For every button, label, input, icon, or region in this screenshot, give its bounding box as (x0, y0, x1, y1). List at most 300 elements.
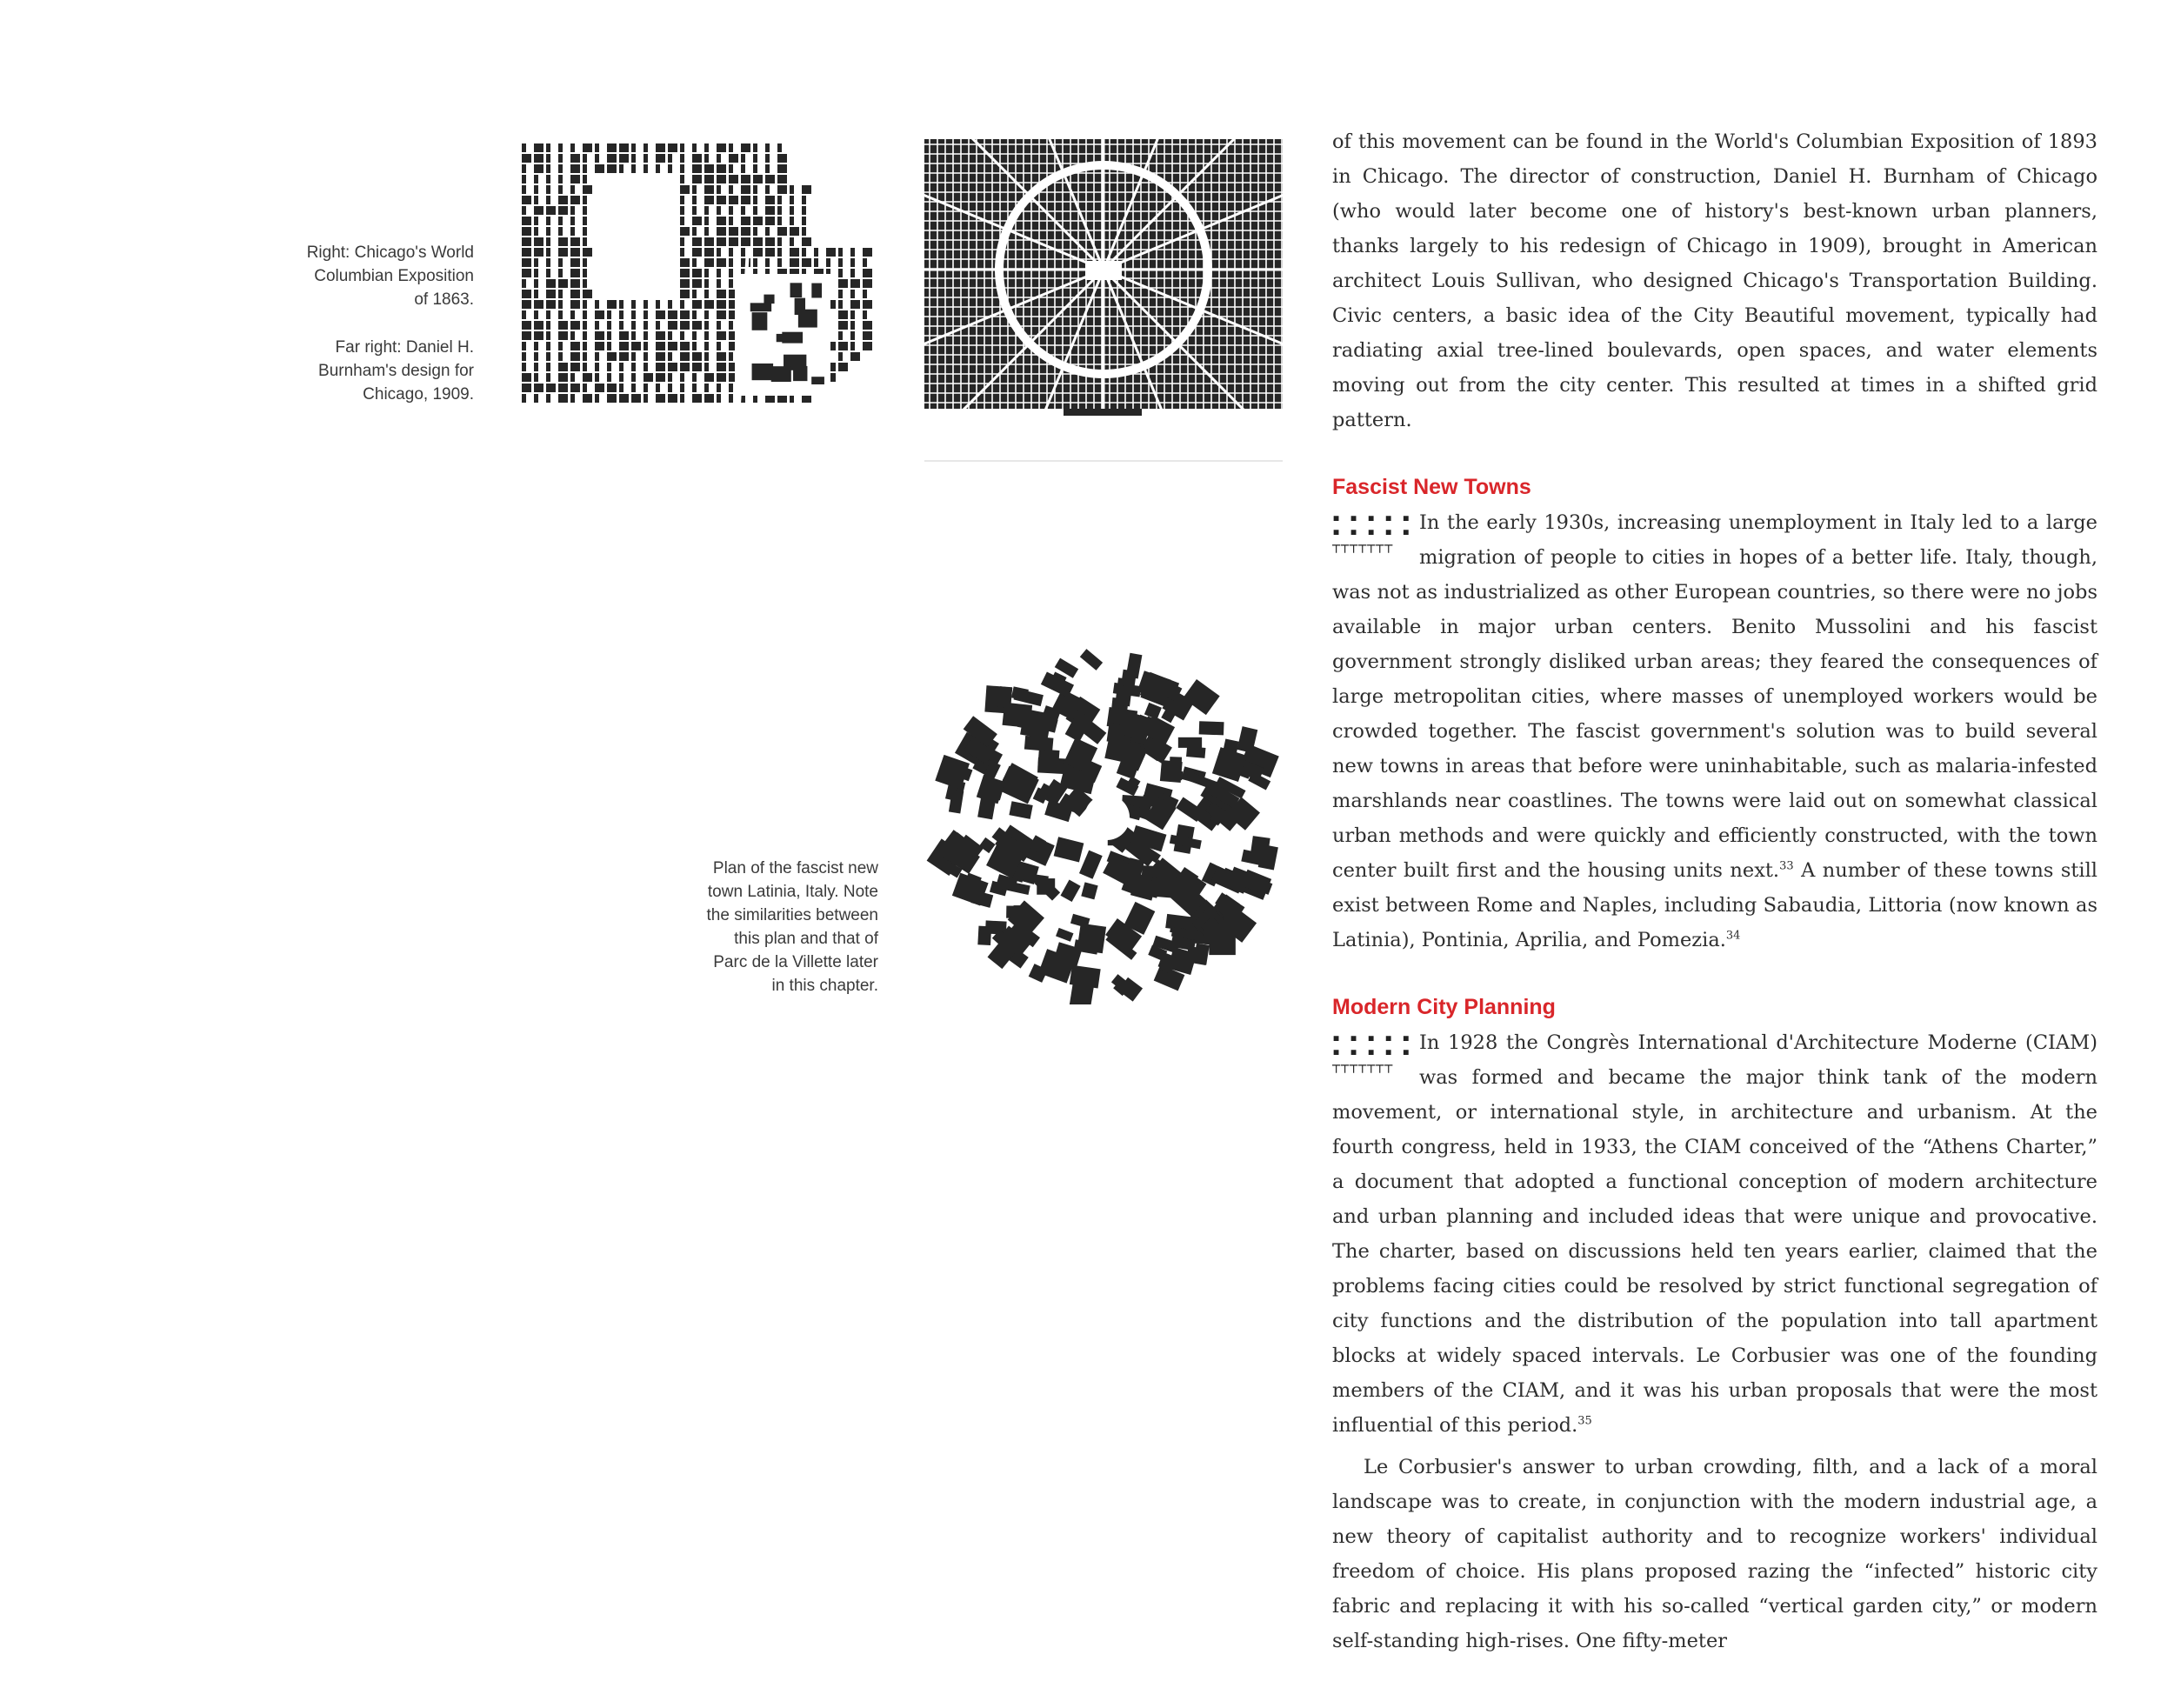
exposition-block (607, 154, 617, 163)
exposition-block (729, 217, 733, 225)
exposition-block (765, 185, 770, 194)
exposition-block (570, 227, 575, 236)
exposition-block (583, 227, 587, 236)
exposition-block (583, 310, 587, 319)
exposition-block (704, 237, 714, 246)
exposition-block (692, 237, 702, 246)
exposition-block (558, 206, 568, 215)
exposition-block (558, 164, 563, 173)
exposition-block (534, 175, 538, 183)
exposition-block (546, 164, 550, 173)
exposition-block (668, 300, 672, 309)
exposition-block (790, 237, 794, 246)
town-plan-ornament-icon: ▪ ▪ ▪ ▪ ▪ ▪ ▪ ▪ ▪ ▪ ┬┬┬┬┬┬┬ (1332, 1031, 1411, 1073)
exposition-block (717, 394, 721, 403)
exposition-block (558, 331, 568, 340)
exposition-block (692, 384, 697, 392)
exposition-block (644, 352, 648, 361)
exposition-block (595, 373, 599, 382)
exposition-block (644, 321, 648, 330)
exposition-block (765, 175, 775, 183)
exposition-block (765, 237, 775, 246)
exposition-block (570, 363, 580, 371)
fascist-text-b: A number of these towns still exist between Rome and Naples, including Sabaudia, Littoria (now known as Latinia), Pontinia, Aprilia, and Pomezia. (1332, 859, 2097, 951)
exposition-block (522, 363, 526, 371)
exposition-block (656, 300, 660, 309)
exposition-block (704, 342, 709, 350)
exposition-block (656, 394, 665, 403)
exposition-block (692, 206, 697, 215)
exposition-block (668, 143, 677, 152)
exposition-block (668, 352, 672, 361)
exposition-block (717, 269, 721, 277)
exposition-block (692, 196, 697, 204)
exposition-block (534, 300, 544, 309)
exposition-block (607, 384, 617, 392)
exposition-block (607, 342, 611, 350)
exposition-block (692, 175, 702, 183)
exposition-block (595, 310, 604, 319)
exposition-block (741, 185, 750, 194)
exposition-building (811, 284, 822, 298)
exposition-block (583, 384, 587, 392)
exposition-block (570, 342, 580, 350)
exposition-block (741, 206, 745, 215)
exposition-block (607, 373, 611, 382)
exposition-block (570, 373, 575, 382)
exposition-block (619, 154, 629, 163)
exposition-block (631, 394, 641, 403)
exposition-block (546, 237, 550, 246)
exposition-block (753, 154, 757, 163)
exposition-block (619, 164, 624, 173)
exposition-block (558, 300, 563, 309)
exposition-block (680, 185, 690, 194)
exposition-block (729, 394, 733, 403)
exposition-block (680, 175, 684, 183)
exposition-block (522, 227, 531, 236)
exposition-block (680, 154, 684, 163)
caption-latinia-text: Plan of the fascist new town Latinia, Italy. Note the similarities between this plan and that of Parc de la Villette later in this chapter. (706, 859, 878, 995)
exposition-block (570, 300, 580, 309)
exposition-block (729, 269, 733, 277)
exposition-block (546, 310, 550, 319)
exposition-block (558, 363, 568, 371)
exposition-block (583, 164, 587, 173)
exposition-block (668, 310, 677, 319)
exposition-block (583, 352, 587, 361)
exposition-block (741, 196, 750, 204)
latinia-block (1020, 712, 1051, 739)
exposition-block (546, 185, 550, 194)
exposition-block (570, 237, 580, 246)
latinia-block (1013, 688, 1043, 706)
exposition-block (522, 310, 526, 319)
exposition-block (631, 154, 636, 163)
exposition-block (765, 258, 770, 267)
exposition-block (717, 300, 726, 309)
exposition-block (631, 331, 636, 340)
exposition-block (583, 185, 592, 194)
exposition-block (619, 300, 624, 309)
exposition-block (704, 258, 714, 267)
exposition-block (522, 154, 531, 163)
exposition-block (777, 185, 787, 194)
exposition-block (838, 269, 843, 277)
exposition-block (680, 352, 690, 361)
exposition-block (692, 217, 702, 225)
exposition-block (863, 248, 872, 257)
fascist-paragraph (1332, 505, 2097, 957)
exposition-block (546, 227, 550, 236)
exposition-block (692, 352, 702, 361)
exposition-block (607, 363, 611, 371)
exposition-block (583, 175, 587, 183)
exposition-block (717, 185, 721, 194)
exposition-block (741, 237, 750, 246)
exposition-block (680, 217, 684, 225)
exposition-block (644, 300, 648, 309)
exposition-block (741, 217, 750, 225)
exposition-building (752, 312, 768, 330)
exposition-block (765, 196, 775, 204)
exposition-block (595, 164, 604, 173)
exposition-block (668, 154, 672, 163)
exposition-block (607, 321, 611, 330)
exposition-block (583, 279, 587, 288)
latinia-block (1037, 878, 1055, 895)
exposition-block (680, 164, 684, 173)
exposition-block (534, 321, 544, 330)
exposition-block (777, 175, 787, 183)
exposition-block (680, 196, 684, 204)
exposition-block (522, 237, 531, 246)
exposition-block (790, 258, 799, 267)
exposition-block (826, 248, 836, 257)
exposition-block (583, 300, 587, 309)
exposition-block (656, 154, 665, 163)
exposition-block (534, 237, 544, 246)
exposition-block (619, 363, 624, 371)
exposition-building (782, 332, 803, 344)
exposition-block (838, 352, 843, 361)
exposition-block (850, 269, 855, 277)
exposition-block (850, 342, 855, 350)
exposition-block (595, 321, 599, 330)
exposition-block (558, 321, 568, 330)
expo-plan-drawing (522, 143, 887, 413)
exposition-block (753, 227, 757, 236)
caption-chicago-expo: Right: Chicago's World Columbian Exposition of 1863. (306, 244, 474, 309)
exposition-block (534, 269, 538, 277)
exposition-block (570, 258, 580, 267)
exposition-block (644, 394, 648, 403)
exposition-block (741, 154, 745, 163)
exposition-block (644, 373, 653, 382)
exposition-block (595, 352, 599, 361)
exposition-block (656, 363, 665, 371)
exposition-block (863, 290, 867, 298)
exposition-block (741, 227, 750, 236)
exposition-block (753, 175, 763, 183)
exposition-block (717, 143, 726, 152)
exposition-block (729, 352, 733, 361)
exposition-block (692, 363, 702, 371)
exposition-block (534, 384, 544, 392)
harbor-pier (1064, 409, 1142, 416)
exposition-block (729, 185, 733, 194)
exposition-block (692, 258, 697, 267)
exposition-block (583, 258, 587, 267)
exposition-block (522, 269, 531, 277)
exposition-block (656, 352, 665, 361)
exposition-block (704, 290, 709, 298)
exposition-block (546, 217, 550, 225)
exposition-block (644, 143, 648, 152)
exposition-block (692, 310, 697, 319)
exposition-block (522, 248, 531, 257)
exposition-block (570, 352, 580, 361)
exposition-block (668, 164, 672, 173)
exposition-block (595, 384, 604, 392)
exposition-block (680, 258, 690, 267)
exposition-block (668, 342, 677, 350)
exposition-block (546, 300, 556, 309)
exposition-block (863, 258, 867, 267)
exposition-block (680, 300, 684, 309)
exposition-block (704, 164, 714, 173)
exposition-block (546, 248, 550, 257)
latinia-block (1250, 836, 1270, 861)
exposition-block (863, 310, 867, 319)
exposition-block (838, 300, 843, 309)
exposition-building (771, 366, 791, 382)
exposition-block (631, 363, 636, 371)
exposition-block (570, 175, 580, 183)
latinia-block (1170, 757, 1182, 767)
exposition-block (802, 237, 811, 246)
exposition-block (631, 342, 641, 350)
footnote-34: 34 (1725, 929, 1741, 943)
exposition-block (717, 279, 721, 288)
exposition-block (717, 373, 726, 382)
exposition-block (546, 258, 550, 267)
exposition-block (692, 279, 702, 288)
exposition-block (704, 279, 709, 288)
exposition-block (558, 237, 568, 246)
exposition-block (814, 248, 818, 257)
exposition-block (546, 154, 550, 163)
exposition-block (838, 310, 848, 319)
exposition-block (777, 217, 782, 225)
exposition-block (558, 279, 568, 288)
exposition-block (741, 175, 750, 183)
exposition-block (729, 279, 733, 288)
exposition-block (704, 373, 714, 382)
exposition-block (534, 258, 538, 267)
exposition-block (826, 258, 830, 267)
exposition-block (850, 300, 860, 309)
exposition-block (790, 248, 799, 257)
exposition-block (729, 248, 733, 257)
exposition-block (692, 290, 697, 298)
exposition-block (644, 384, 648, 392)
exposition-block (534, 310, 538, 319)
exposition-block (631, 373, 636, 382)
exposition-block (583, 154, 587, 163)
exposition-block (777, 258, 782, 267)
exposition-block (522, 175, 526, 183)
exposition-block (522, 258, 531, 267)
exposition-block (534, 217, 538, 225)
exposition-block (534, 363, 538, 371)
exposition-block (546, 331, 550, 340)
exposition-block (656, 164, 660, 173)
exposition-block (729, 384, 733, 392)
exposition-block (692, 331, 697, 340)
latinia-block (1079, 851, 1103, 879)
exposition-block (777, 248, 782, 257)
latinia-block (1054, 837, 1084, 862)
exposition-block (741, 143, 750, 152)
exposition-block (522, 373, 531, 382)
exposition-block (534, 185, 538, 194)
exposition-block (717, 217, 726, 225)
exposition-block (583, 269, 587, 277)
exposition-block (753, 258, 757, 267)
exposition-block (583, 373, 592, 382)
exposition-block (717, 154, 721, 163)
exposition-block (704, 269, 709, 277)
exposition-building (795, 298, 805, 315)
exposition-block (692, 164, 702, 173)
exposition-block (704, 175, 714, 183)
exposition-block (546, 290, 556, 298)
exposition-block (717, 237, 726, 246)
exposition-block (729, 321, 733, 330)
exposition-block (522, 143, 526, 152)
exposition-block (522, 384, 531, 392)
exposition-block (729, 258, 733, 267)
exposition-block (863, 279, 872, 288)
exposition-block (802, 217, 806, 225)
exposition-block (558, 342, 563, 350)
exposition-block (583, 206, 587, 215)
exposition-block (619, 373, 624, 382)
exposition-block (863, 342, 872, 350)
exposition-block (777, 196, 782, 204)
exposition-block (692, 394, 702, 403)
exposition-block (558, 352, 563, 361)
exposition-block (534, 331, 544, 340)
exposition-block (850, 352, 860, 361)
latinia-block (1193, 944, 1209, 965)
exposition-block (850, 321, 855, 330)
exposition-block (570, 185, 575, 194)
exposition-block (558, 227, 563, 236)
exposition-block (570, 248, 580, 257)
exposition-block (753, 237, 763, 246)
exposition-block (729, 164, 733, 173)
exposition-block (583, 363, 587, 371)
exposition-block (534, 164, 544, 173)
exposition-block (717, 384, 721, 392)
exposition-block (704, 227, 709, 236)
exposition-block (607, 164, 617, 173)
exposition-block (753, 206, 757, 215)
exposition-block (595, 300, 599, 309)
latinia-block (997, 686, 1012, 708)
exposition-block (522, 394, 526, 403)
exposition-block (692, 248, 702, 257)
exposition-block (534, 143, 544, 152)
exposition-block (717, 206, 721, 215)
exposition-block (692, 227, 697, 236)
latinia-block (1199, 721, 1224, 735)
exposition-block (704, 394, 714, 403)
footnote-35: 35 (1577, 1414, 1592, 1428)
exposition-block (741, 248, 745, 257)
exposition-block (631, 352, 636, 361)
exposition-block (534, 227, 538, 236)
exposition-block (850, 258, 855, 267)
exposition-block (680, 363, 690, 371)
exposition-block (765, 206, 775, 215)
fascist-text-a: In the early 1930s, increasing unemployment in Italy led to a large migration of people to cities in hopes of a better life. Italy, though, was not as industrialized as other European countries, so there were no jobs available in major urban centers. Benito Mussolini and his fascist government strongly disliked urban areas; they feared the consequences of large metropolitan cities, where masses of unemployed workers would be crowded together. The fascist government's solution was to build several new towns in areas that before were uninhabitable, such as malaria-infested marshlands near coastlines. The towns were laid out on somewhat classical urban methods and were quickly and efficiently constructed, with the town center built first and the housing units next. (1332, 511, 2097, 882)
exposition-block (534, 394, 538, 403)
exposition-block (534, 248, 544, 257)
exposition-block (692, 373, 697, 382)
exposition-block (631, 143, 636, 152)
exposition-block (583, 217, 587, 225)
exposition-block (522, 321, 531, 330)
latinia-plan-drawing (924, 648, 1290, 1004)
exposition-block (790, 227, 799, 236)
exposition-block (619, 384, 624, 392)
exposition-block (753, 217, 763, 225)
exposition-block (680, 321, 690, 330)
exposition-block (753, 248, 763, 257)
exposition-block (656, 331, 665, 340)
latinia-block (1077, 924, 1106, 954)
exposition-block (570, 143, 575, 152)
exposition-building (764, 295, 774, 304)
exposition-block (595, 363, 599, 371)
exposition-block (729, 227, 738, 236)
exposition-block (717, 164, 726, 173)
exposition-block (680, 279, 690, 288)
exposition-block (668, 363, 677, 371)
exposition-block (753, 143, 757, 152)
exposition-block (607, 143, 617, 152)
exposition-block (583, 196, 587, 204)
exposition-block (838, 363, 848, 371)
exposition-block (765, 248, 775, 257)
exposition-block (717, 290, 726, 298)
figure-burnham-plan (924, 139, 1283, 496)
burnham-plan-drawing (924, 139, 1283, 496)
exposition-block (595, 394, 599, 403)
exposition-block (558, 290, 563, 298)
exposition-block (850, 310, 855, 319)
exposition-block (704, 217, 709, 225)
exposition-block (522, 164, 526, 173)
exposition-block (607, 300, 617, 309)
exposition-block (704, 363, 709, 371)
town-plan-ornament-icon: ▪ ▪ ▪ ▪ ▪ ▪ ▪ ▪ ▪ ▪ ┬┬┬┬┬┬┬ (1332, 510, 1411, 553)
exposition-block (558, 394, 568, 403)
exposition-block (570, 310, 575, 319)
